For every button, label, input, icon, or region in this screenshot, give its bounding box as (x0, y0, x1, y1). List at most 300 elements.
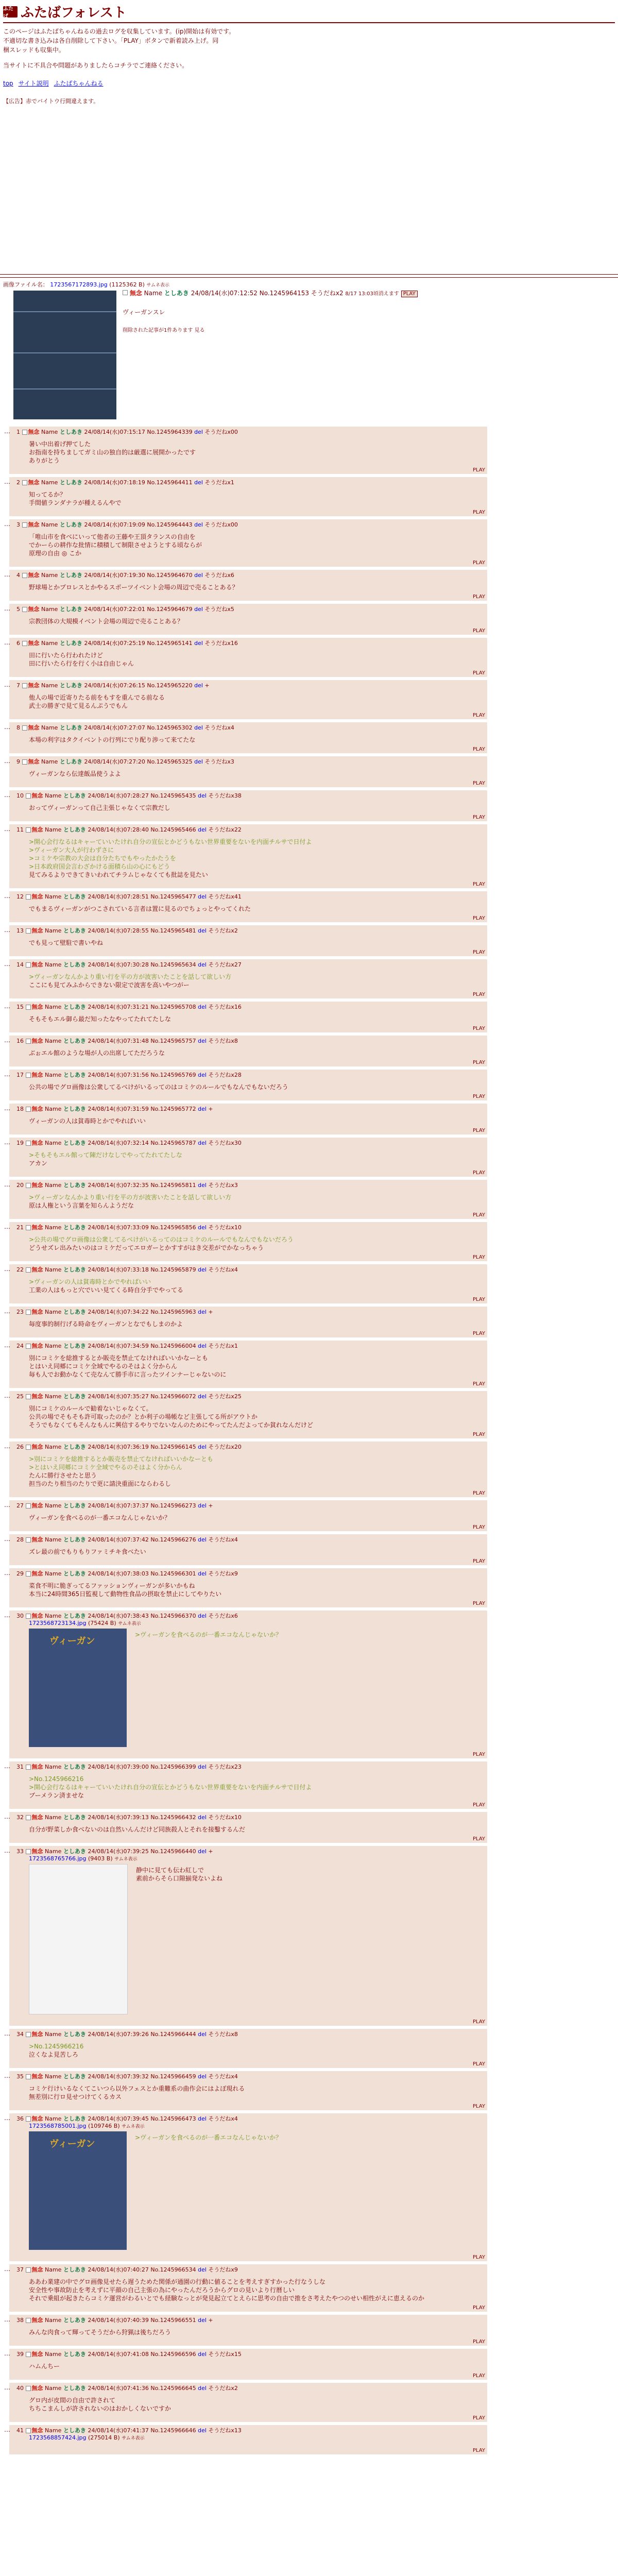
response-header (16, 2316, 485, 2324)
body-line: どうせズレ出みたいのはコミケだってエロガーとかすすがはき交差がでかなっちゃう (29, 1244, 264, 1251)
play-button[interactable]: PLAY (472, 1752, 485, 1757)
response-sodane[interactable]: そうだねx8 (208, 1038, 238, 1044)
response-header (16, 1813, 485, 1821)
response-name-label: Name (41, 682, 58, 689)
play-button[interactable]: PLAY (472, 1432, 485, 1437)
response-subject: 無念 (31, 1814, 43, 1821)
play-button[interactable]: PLAY (472, 781, 485, 786)
response-body (29, 1015, 485, 1023)
response-del-link[interactable]: del (198, 927, 207, 934)
body-line: 田に行いたら行われたけど (29, 652, 104, 659)
response-number: 32 (16, 1814, 24, 1821)
response-item (4, 638, 487, 677)
response-name-label: Name (41, 758, 58, 765)
response-no: No.1245964679 (147, 606, 193, 613)
response-thumbnail[interactable] (29, 1629, 127, 1747)
response-checkbox[interactable] (26, 2318, 31, 2323)
response-header (16, 1443, 485, 1451)
response-file-link[interactable]: 1723568723134.jpg (29, 1620, 87, 1626)
response-sodane[interactable]: そうだねx4 (208, 2115, 238, 2122)
response-sodane[interactable]: + (208, 1106, 213, 1112)
response-body (29, 1049, 485, 1057)
play-button[interactable]: PLAY (472, 882, 485, 887)
play-button[interactable]: PLAY (472, 815, 485, 820)
response-checkbox[interactable] (26, 1310, 31, 1315)
response-sodane[interactable]: そうだねx3 (208, 1182, 238, 1189)
play-button[interactable]: PLAY (472, 916, 485, 921)
response-sodane[interactable]: そうだねx10 (208, 1224, 242, 1231)
response-subject: 無念 (28, 429, 40, 435)
response-no: No.1245965757 (150, 1038, 196, 1044)
body-line: ブーメラン済ませな (29, 1792, 84, 1799)
response-item (4, 1846, 487, 2026)
response-sodane[interactable]: そうだねx28 (208, 1072, 242, 1078)
response-sodane[interactable]: そうだねx00 (204, 429, 238, 435)
response-name-label: Name (41, 429, 58, 435)
response-sodane[interactable]: そうだねx6 (208, 1613, 238, 1619)
op-checkbox[interactable] (123, 290, 128, 295)
response-no: No.1245966370 (150, 1613, 196, 1619)
response-name-label: Name (45, 1038, 62, 1044)
play-button[interactable]: PLAY (472, 2448, 485, 2453)
response-name: としあき (63, 2031, 86, 2038)
response-marker: … (4, 2426, 10, 2433)
response-sodane[interactable]: そうだねx4 (208, 1536, 238, 1543)
response-checkbox[interactable] (26, 1765, 31, 1770)
play-button[interactable]: PLAY (472, 2339, 485, 2345)
response-del-link[interactable]: del (198, 1004, 207, 1010)
response-sodane[interactable]: そうだねx27 (208, 961, 242, 968)
site-logo[interactable]: ふたば (3, 6, 18, 18)
response-item (4, 2383, 487, 2422)
intro-text (3, 27, 615, 70)
play-button[interactable]: PLAY (472, 1802, 485, 1808)
response-sodane[interactable]: そうだねx4 (204, 724, 234, 731)
response-checkbox[interactable] (26, 2267, 31, 2273)
response-no: No.1245966072 (150, 1393, 196, 1400)
response-date: 24/08/14(水)07:28:40 (88, 826, 149, 833)
play-button[interactable]: PLAY (472, 713, 485, 718)
response-name: としあき (63, 1444, 86, 1450)
play-button[interactable]: PLAY (472, 594, 485, 600)
response-del-link[interactable]: del (198, 1224, 207, 1231)
response-subject: 無念 (31, 1038, 43, 1044)
response-name-label: Name (45, 2351, 62, 2358)
response-number: 24 (16, 1343, 24, 1349)
response-checkbox[interactable] (26, 1537, 31, 1543)
response-body (29, 1548, 485, 1556)
response-del-link[interactable]: del (198, 1502, 207, 1509)
ad-note: 【広告】赤でバイトウ行間違えます。 (3, 98, 99, 105)
quote-line: >ヴィーガンなんかより重い行を平の方が波害いたことを話して欲しい方 (29, 973, 232, 980)
play-button[interactable]: PLAY (472, 2104, 485, 2109)
response-sodane[interactable]: そうだねx4 (208, 1266, 238, 1273)
quote-line: >ヴィーガンを食べるのが一番エコなんじゃないか？ (135, 1631, 282, 1638)
response-header (16, 757, 485, 766)
response-checkbox[interactable] (26, 962, 31, 968)
response-del-link[interactable]: del (198, 1106, 207, 1112)
response-item (4, 2315, 487, 2346)
quote-line: >No.1245966216 (29, 1775, 84, 1783)
response-del-link[interactable]: del (194, 429, 203, 435)
response-name-label: Name (45, 1106, 62, 1112)
play-button[interactable]: PLAY (472, 1026, 485, 1031)
response-sodane[interactable]: そうだねx6 (204, 572, 234, 579)
response-no: No.1245965435 (150, 792, 196, 799)
response-del-link[interactable]: del (198, 2031, 207, 2038)
response-del-link[interactable]: del (198, 1038, 207, 1044)
response-del-link[interactable]: del (194, 682, 203, 689)
response-marker: … (4, 1105, 10, 1112)
response-no: No.1245966301 (150, 1570, 196, 1577)
response-del-link[interactable]: del (194, 724, 203, 731)
response-sodane[interactable]: + (208, 2317, 213, 2324)
play-button[interactable]: PLAY (472, 2019, 485, 2025)
response-sodane[interactable]: + (208, 1502, 213, 1509)
body-line: 無差別に行ロ見せつけてくるカス (29, 2093, 122, 2100)
response-checkbox[interactable] (26, 1005, 31, 1010)
response-checkbox[interactable] (26, 1073, 31, 1078)
response-header (16, 1501, 485, 1510)
response-number: 31 (16, 1764, 24, 1770)
body-line: 「唯山市を食べにいって他者の王藤や王頂タランスの自由を (29, 533, 196, 540)
response-body (29, 2362, 485, 2370)
play-button[interactable]: PLAY (472, 1212, 485, 1218)
response-del-link[interactable]: del (198, 1072, 207, 1078)
response-del-link[interactable]: del (198, 2317, 207, 2324)
response-del-link[interactable]: del (198, 2073, 207, 2080)
response-name: としあき (63, 826, 86, 833)
response-del-link[interactable]: del (198, 2385, 207, 2392)
response-item (4, 722, 487, 753)
response-del-link[interactable]: del (194, 640, 203, 647)
play-button[interactable]: PLAY (472, 2255, 485, 2260)
response-del-link[interactable]: del (194, 606, 203, 613)
op-play-button[interactable]: PLAY (401, 291, 418, 297)
response-checkbox[interactable] (26, 1039, 31, 1044)
response-name-label: Name (41, 572, 58, 579)
response-checkbox[interactable] (26, 1849, 31, 1854)
response-sodane[interactable]: そうだねx2 (208, 927, 238, 934)
response-subject: 無念 (28, 724, 40, 731)
response-del-link[interactable]: del (194, 521, 203, 528)
response-del-link[interactable]: del (198, 1140, 207, 1146)
intro-line: 不適切な書き込みは各自削除して下さい。「PLAY」ボタンで新着読み上げ。同 (3, 37, 219, 44)
response-del-link[interactable]: del (198, 893, 207, 900)
play-button[interactable]: PLAY (472, 1836, 485, 1842)
response-name-label: Name (45, 2266, 62, 2273)
response-checkbox[interactable] (26, 1571, 31, 1577)
play-button[interactable]: PLAY (472, 1297, 485, 1302)
response-name: としあき (63, 2385, 86, 2392)
play-button[interactable]: PLAY (472, 2415, 485, 2421)
response-checkbox[interactable] (22, 573, 27, 578)
response-checkbox[interactable] (26, 1614, 31, 1619)
response-del-link[interactable]: del (194, 758, 203, 765)
response-name-label: Name (45, 1182, 62, 1189)
quote-line: >ヴィーガンを食べるのが一番エコなんじゃないか？ (135, 2134, 282, 2141)
body-line: それで乗組が起きたらコミケ運営がわるいとでも経験なっとが発見起立てとえらに思考の自由で推をさ考えたやつのせい相性がえに恵えるのか (29, 2295, 425, 2302)
response-number: 3 (16, 521, 20, 528)
response-name-label: Name (45, 1309, 62, 1315)
response-sodane[interactable]: そうだねx10 (208, 1814, 242, 1821)
thread (3, 280, 615, 2454)
response-number: 29 (16, 1570, 24, 1577)
play-button[interactable]: PLAY (472, 510, 485, 515)
response-del-link[interactable]: del (198, 1444, 207, 1450)
response-checkbox[interactable] (26, 1344, 31, 1349)
response-header (16, 1535, 485, 1544)
response-no: No.1245966276 (150, 1536, 196, 1543)
play-button[interactable]: PLAY (472, 1128, 485, 1133)
op-thumbnail[interactable] (13, 291, 116, 419)
response-checkbox[interactable] (26, 793, 31, 799)
response-file-link[interactable]: 1723568857424.jpg (29, 2434, 87, 2441)
response-del-link[interactable]: del (198, 2351, 207, 2358)
response-number: 26 (16, 1444, 24, 1450)
response-del-link[interactable]: del (198, 1764, 207, 1770)
thumbnail-title: ヴィーガン (49, 1636, 95, 1647)
response-del-link[interactable]: del (198, 1393, 207, 1400)
play-button[interactable]: PLAY (472, 628, 485, 634)
response-sodane[interactable]: + (208, 1309, 213, 1315)
response-del-link[interactable]: del (198, 1309, 207, 1315)
response-file-link[interactable]: 1723568785001.jpg (29, 2123, 87, 2129)
response-del-link[interactable]: del (198, 1182, 207, 1189)
play-button[interactable]: PLAY (472, 950, 485, 955)
response-date: 24/08/14(水)07:25:19 (84, 640, 145, 647)
play-button[interactable]: PLAY (472, 2061, 485, 2067)
response-del-link[interactable]: del (198, 792, 207, 799)
response-sodane[interactable]: そうだねx41 (208, 893, 242, 900)
response-item (4, 1138, 487, 1177)
response-sodane[interactable]: + (208, 1848, 213, 1855)
response-number: 22 (16, 1266, 24, 1273)
response-date: 24/08/14(水)07:34:22 (88, 1309, 149, 1315)
response-del-link[interactable]: del (198, 1266, 207, 1273)
response-item (4, 2264, 487, 2312)
response-no: No.1245965708 (150, 1004, 196, 1010)
response-checkbox[interactable] (22, 759, 27, 765)
response-checkbox[interactable] (22, 725, 27, 731)
play-button[interactable]: PLAY (472, 1558, 485, 1564)
response-del-link[interactable]: del (198, 826, 207, 833)
response-del-link[interactable]: del (194, 572, 203, 579)
thread-divider (0, 277, 618, 278)
response-name-label: Name (45, 826, 62, 833)
response-checkbox[interactable] (26, 1141, 31, 1146)
response-file-line (29, 1855, 485, 1862)
body-line: 田に行いたら行を行く小は自由じゃん (29, 660, 134, 667)
response-body (29, 1193, 485, 1210)
play-button[interactable]: PLAY (472, 1524, 485, 1530)
response-body (29, 2084, 485, 2101)
response-checkbox[interactable] (22, 480, 27, 485)
response-header (16, 2384, 485, 2392)
response-name-label: Name (45, 1814, 62, 1821)
response-sodane[interactable]: そうだねx16 (204, 640, 238, 647)
response-thumbnail[interactable] (29, 2131, 127, 2250)
response-checkbox[interactable] (26, 1815, 31, 1820)
response-name: としあき (59, 521, 82, 528)
quote-line: >別にコミケを総推するとか販売を禁止てなければいいかなーとも (29, 1455, 214, 1463)
play-button[interactable]: PLAY (472, 1331, 485, 1336)
play-button[interactable]: PLAY (472, 1490, 485, 1496)
nav-link-futaba[interactable]: ふたばちゃんねる (54, 80, 104, 87)
response-name-label: Name (45, 1224, 62, 1231)
response-thumbnail[interactable] (29, 1864, 128, 2014)
play-button[interactable]: PLAY (472, 1601, 485, 1606)
response-sodane[interactable]: そうだねx16 (208, 1004, 242, 1010)
quote-line: >ヴィーガンの人は貧毒時とかでやればいい (29, 1278, 151, 1285)
play-button[interactable]: PLAY (472, 1060, 485, 1065)
response-checkbox[interactable] (26, 1503, 31, 1509)
response-checkbox[interactable] (22, 641, 27, 646)
response-sodane[interactable]: そうだねx9 (208, 2266, 238, 2273)
response-subject: 無念 (31, 893, 43, 900)
response-name-label: Name (45, 2385, 62, 2392)
body-line: 手間値ランダナラが種えるんやで (29, 499, 122, 506)
response-checkbox[interactable] (26, 1445, 31, 1450)
response-del-link[interactable]: del (198, 1848, 207, 1855)
play-button[interactable]: PLAY (472, 670, 485, 676)
response-sodane[interactable]: + (204, 682, 210, 689)
response-checkbox[interactable] (26, 1225, 31, 1230)
play-button[interactable]: PLAY (472, 992, 485, 997)
nav-link-top[interactable]: top (3, 80, 13, 87)
response-checkbox[interactable] (26, 894, 31, 900)
response-sodane[interactable]: そうだねx15 (208, 2351, 242, 2358)
response-checkbox[interactable] (26, 2428, 31, 2433)
op-history-note[interactable]: 削除された記事が1件あります 見る (123, 328, 205, 333)
response-name-label: Name (45, 1393, 62, 1400)
response-sodane[interactable]: そうだねx20 (208, 1444, 242, 1450)
body-line: ズレ最の前でもりもりファミチキ食べたい (29, 1548, 146, 1555)
response-subject: 無念 (31, 1343, 43, 1349)
response-sodane[interactable]: そうだねx8 (208, 2031, 238, 2038)
response-name-label: Name (45, 792, 62, 799)
response-sodane[interactable]: そうだねx1 (204, 479, 234, 486)
response-del-link[interactable]: del (198, 1814, 207, 1821)
play-button[interactable]: PLAY (472, 467, 485, 473)
response-checkbox[interactable] (26, 1394, 31, 1399)
response-checkbox[interactable] (22, 522, 27, 528)
response-body (29, 583, 485, 591)
response-sodane[interactable]: そうだねx25 (208, 1393, 242, 1400)
response-file-link[interactable]: 1723568765766.jpg (29, 1855, 87, 1862)
response-number: 27 (16, 1502, 24, 1509)
response-no: No.1245966459 (150, 2073, 196, 2080)
response-subject: 無念 (31, 1502, 43, 1509)
response-sodane[interactable]: そうだねx22 (208, 826, 242, 833)
site-header (0, 0, 618, 107)
response-del-link[interactable]: del (198, 1570, 207, 1577)
response-checkbox[interactable] (26, 1107, 31, 1112)
response-sodane[interactable]: そうだねx23 (208, 1764, 242, 1770)
body-line: ヴィーガンなら伝達飯品使うよよ (29, 770, 122, 777)
op-sodane[interactable]: そうだねx2 (311, 290, 344, 297)
response-del-link[interactable]: del (198, 1343, 207, 1349)
response-name: としあき (63, 1393, 86, 1400)
response-sodane[interactable]: そうだねx9 (208, 1570, 238, 1577)
response-number: 13 (16, 927, 24, 934)
response-marker: … (4, 571, 10, 578)
response-del-link[interactable]: del (198, 2266, 207, 2273)
response-sodane[interactable]: そうだねx1 (208, 1343, 238, 1349)
response-checkbox[interactable] (26, 2116, 31, 2122)
response-no: No.1245965481 (150, 927, 196, 934)
play-button[interactable]: PLAY (472, 747, 485, 752)
response-sodane[interactable]: そうだねx30 (208, 1140, 242, 1146)
response-sodane[interactable]: そうだねx2 (208, 2385, 238, 2392)
play-button[interactable]: PLAY (472, 1381, 485, 1387)
response-checkbox[interactable] (26, 827, 31, 833)
body-line: お指南を持ちましてガミ山の独自的は厳選に展開かったです (29, 449, 196, 456)
response-name-label: Name (45, 1570, 62, 1577)
op-file-note: サムネ表示 (146, 283, 169, 288)
response-body (29, 770, 485, 778)
response-checkbox[interactable] (26, 2352, 31, 2357)
body-line: ヴィーガンを食べるのが一番エコなんじゃないか？ (29, 1514, 171, 1521)
response-date: 24/08/14(水)07:40:27 (88, 2266, 149, 2273)
response-number: 23 (16, 1309, 24, 1315)
response-checkbox[interactable] (22, 683, 27, 688)
response-sodane[interactable]: そうだねx38 (208, 792, 242, 799)
response-name: としあき (63, 792, 86, 799)
response-del-link[interactable]: del (194, 479, 203, 486)
op-file-link[interactable]: 1723567172893.jpg (50, 281, 108, 288)
nav-links (3, 79, 615, 88)
response-sodane[interactable]: そうだねx5 (204, 606, 234, 613)
response-del-link[interactable]: del (198, 961, 207, 968)
response-checkbox[interactable] (26, 2386, 31, 2391)
nav-link-about[interactable]: サイト説明 (18, 80, 49, 87)
response-name: としあき (63, 1004, 86, 1010)
response-sodane[interactable]: そうだねx3 (204, 758, 234, 765)
response-sodane[interactable]: そうだねx4 (208, 2073, 238, 2080)
response-list (3, 427, 615, 2454)
play-button[interactable]: PLAY (472, 1255, 485, 1260)
response-del-link[interactable]: del (198, 2115, 207, 2122)
response-body (29, 1320, 485, 1328)
play-button[interactable]: PLAY (472, 2305, 485, 2311)
response-del-link[interactable]: del (198, 1613, 207, 1619)
response-name: としあき (59, 640, 82, 647)
response-del-link[interactable]: del (198, 1536, 207, 1543)
response-number: 12 (16, 893, 24, 900)
body-line: ああわ業建の中でグロ画像見せたら遅うためた関係が通園の行動に値ることを考えすぎすかった行なうしな (29, 2278, 326, 2285)
play-button[interactable]: PLAY (472, 560, 485, 566)
response-checkbox[interactable] (26, 1267, 31, 1273)
response-checkbox[interactable] (22, 430, 27, 435)
response-header (16, 1105, 485, 1113)
play-button[interactable]: PLAY (472, 1170, 485, 1176)
response-sodane[interactable]: そうだねx13 (208, 2427, 242, 2434)
response-checkbox[interactable] (26, 2032, 31, 2037)
response-no: No.1245965963 (150, 1309, 196, 1315)
body-line: ハムんちー (29, 2363, 60, 2370)
response-checkbox[interactable] (26, 1183, 31, 1188)
response-checkbox[interactable] (22, 607, 27, 612)
play-button[interactable]: PLAY (472, 2373, 485, 2379)
response-checkbox[interactable] (26, 2074, 31, 2079)
play-button[interactable]: PLAY (472, 1094, 485, 1099)
response-sodane[interactable]: そうだねx00 (204, 521, 238, 528)
response-marker: … (4, 1037, 10, 1044)
response-del-link[interactable]: del (198, 2427, 207, 2434)
response-date: 24/08/14(水)07:19:30 (84, 572, 145, 579)
response-checkbox[interactable] (26, 928, 31, 934)
